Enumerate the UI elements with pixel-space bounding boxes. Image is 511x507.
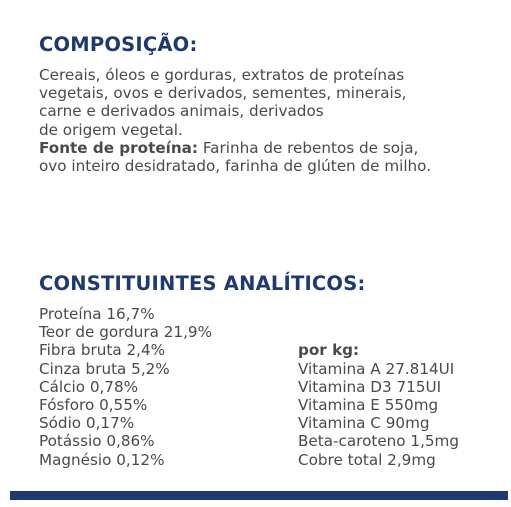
protein-source-line (39, 139, 499, 157)
per-kg-item: Beta-caroteno 1,5mg (298, 432, 459, 451)
per-kg-item: Vitamina E 550mg (298, 396, 439, 414)
per-kg-title: por kg: (298, 341, 360, 360)
constituent-item: Potássio 0,86% (39, 432, 155, 451)
constituent-item: Magnésio 0,12% (39, 450, 165, 469)
per-kg-item: Vitamina C 90mg (298, 414, 430, 433)
constituent-item: Sódio 0,17% (39, 414, 135, 433)
composition-line: vegetais, ovos e derivados, sementes, minerais, (39, 84, 407, 103)
composition-heading: COMPOSIÇÃO: (39, 33, 198, 56)
constituents-list (39, 305, 212, 469)
bottom-divider-bar (10, 491, 508, 500)
composition-line: carne e derivados animais, derivados (39, 102, 324, 121)
constituent-item: Teor de gordura 21,9% (39, 323, 213, 342)
per-kg-list (298, 341, 459, 468)
per-kg-item: Cobre total 2,9mg (298, 450, 436, 469)
protein-source-label: Fonte de proteína: (39, 138, 199, 157)
constituent-item: Fósforo 0,55% (39, 396, 148, 415)
constituent-item: Fibra bruta 2,4% (39, 341, 166, 360)
constituent-item: Cinza bruta 5,2% (39, 359, 170, 378)
composition-line: Cereais, óleos e gorduras, extratos de proteínas (39, 66, 405, 84)
composition-paragraph (39, 66, 499, 175)
protein-source-text: Farinha de rebentos de soja, (198, 138, 419, 157)
composition-line: de origem vegetal. (39, 120, 183, 139)
per-kg-item: Vitamina A 27.814UI (298, 359, 455, 378)
protein-source-continuation: ovo inteiro desidratado, farinha de glúten de milho. (39, 157, 432, 176)
per-kg-item: Vitamina D3 715UI (298, 377, 442, 396)
constituent-item: Proteína 16,7% (39, 305, 155, 323)
constituent-item: Cálcio 0,78% (39, 377, 139, 396)
analytical-constituents-heading: CONSTITUINTES ANALÍTICOS: (39, 272, 366, 295)
